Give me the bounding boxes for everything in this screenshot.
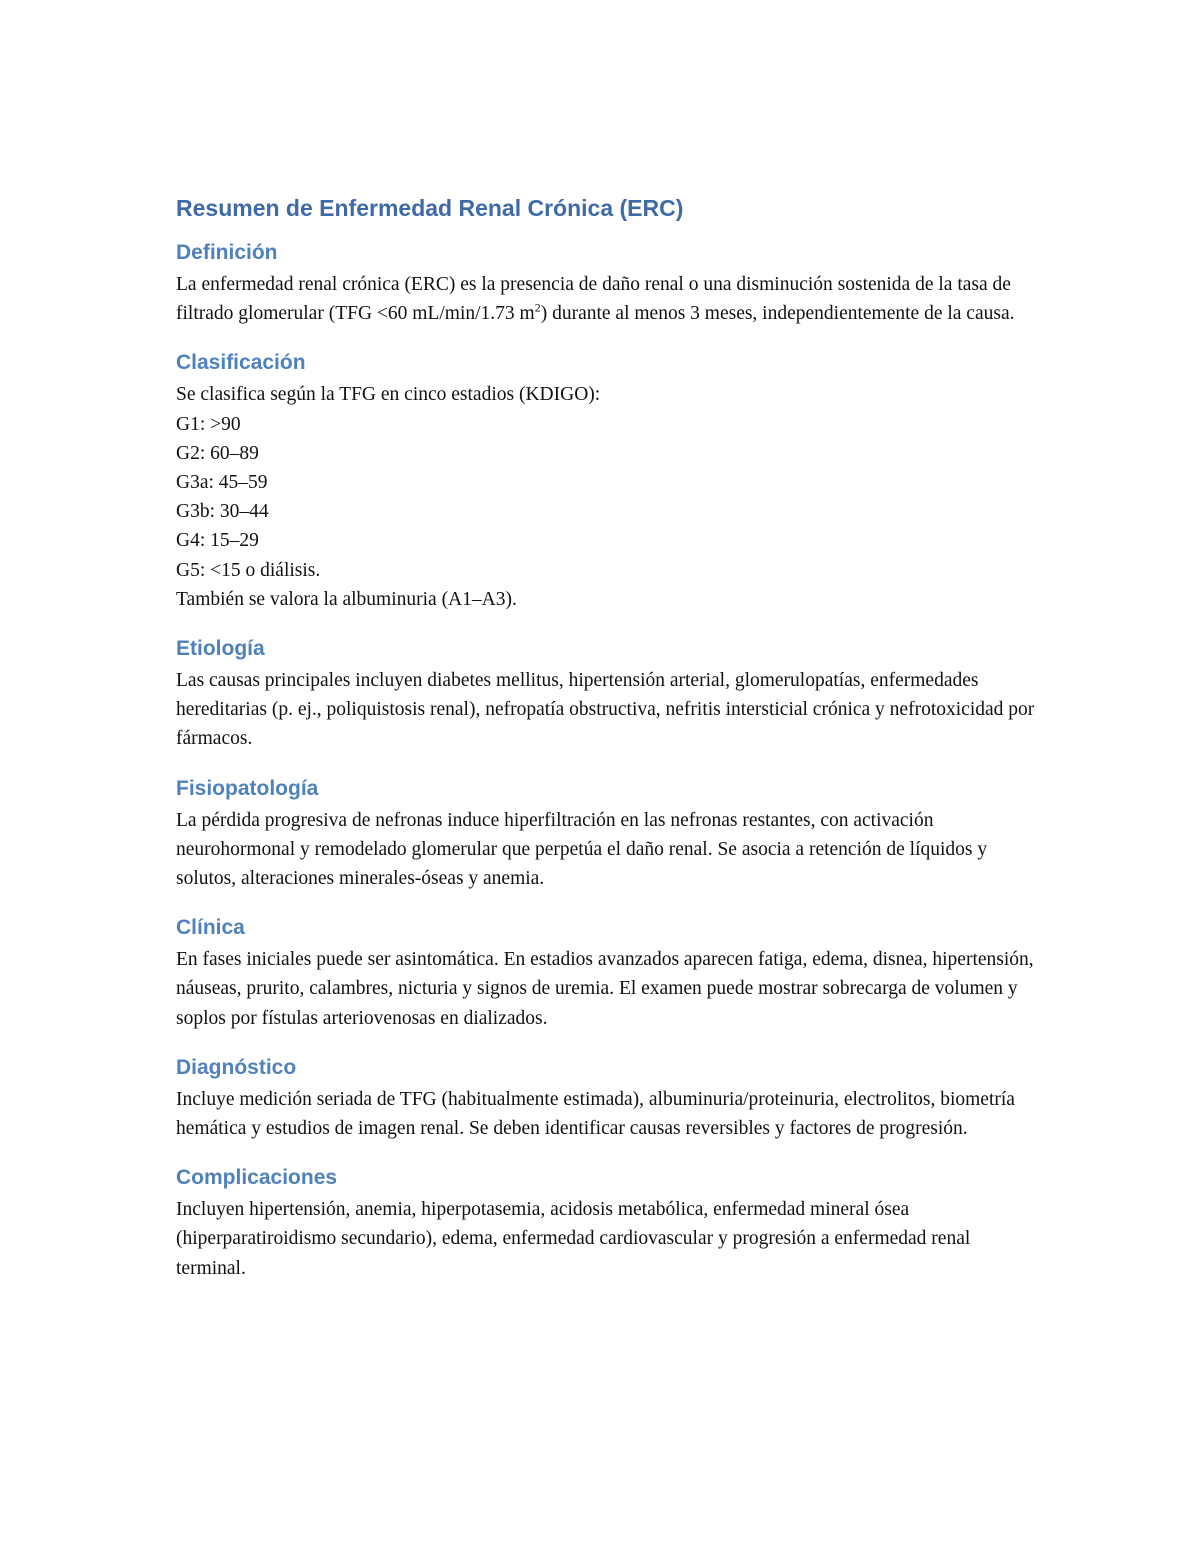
section-clasificacion bbox=[176, 346, 1036, 614]
section-heading: Diagnóstico bbox=[176, 1055, 297, 1079]
section-definicion bbox=[176, 236, 1036, 328]
section-clinica bbox=[176, 911, 1036, 1033]
stage-item: G5: <15 o diálisis. bbox=[176, 559, 321, 581]
paragraph-text: ) durante al menos 3 meses, independientemente de la causa. bbox=[540, 303, 1015, 325]
section-paragraph: En fases iniciales puede ser asintomática. En estadios avanzados aparecen fatiga, edema, disnea, hipertensión, náuseas, prurito, calambres, nicturia y signos de uremia. El examen puede mostrar sobrecarga de volumen y soplos por fístulas arteriovenosas en dializados. bbox=[176, 949, 1034, 1029]
section-heading: Complicaciones bbox=[176, 1166, 338, 1190]
section-heading: Etiología bbox=[176, 637, 265, 661]
superscript: 2 bbox=[534, 300, 541, 315]
document-page bbox=[176, 188, 1036, 1301]
section-heading: Definición bbox=[176, 241, 278, 264]
classification-intro: Se clasifica según la TFG en cinco estadios (KDIGO): bbox=[176, 384, 601, 406]
stage-item: G3b: 30–44 bbox=[176, 501, 269, 523]
section-paragraph bbox=[176, 270, 1036, 328]
section-paragraph bbox=[176, 380, 1036, 614]
section-heading: Clasificación bbox=[176, 351, 306, 375]
section-paragraph: Incluye medición seriada de TFG (habitualmente estimada), albuminuria/proteinuria, electrolitos, biometría hemática y estudios de imagen renal. Se deben identificar causas reversibles y factores de progresión. bbox=[176, 1088, 1015, 1140]
section-complicaciones bbox=[176, 1161, 1036, 1283]
classification-outro: También se valora la albuminuria (A1–A3). bbox=[176, 588, 517, 610]
stage-item: G3a: 45–59 bbox=[176, 472, 268, 494]
stage-item: G2: 60–89 bbox=[176, 442, 259, 464]
stage-item: G4: 15–29 bbox=[176, 530, 259, 552]
section-heading: Fisiopatología bbox=[176, 776, 319, 800]
section-paragraph: Las causas principales incluyen diabetes mellitus, hipertensión arterial, glomerulopatías, enfermedades hereditarias (p. ej., poliquistosis renal), nefropatía obstructiva, nefritis intersticial crónica y nefrotoxicidad por fármacos. bbox=[176, 670, 1035, 750]
section-paragraph: Incluyen hipertensión, anemia, hiperpotasemia, acidosis metabólica, enfermedad mineral ósea (hiperparatiroidismo secundario), edema, enfermedad cardiovascular y progresión a enfermedad renal terminal. bbox=[176, 1199, 971, 1279]
section-etiologia bbox=[176, 632, 1036, 754]
section-fisiopatologia bbox=[176, 772, 1036, 894]
stage-item: G1: >90 bbox=[176, 413, 241, 435]
section-diagnostico bbox=[176, 1051, 1036, 1143]
section-paragraph: La pérdida progresiva de nefronas induce hiperfiltración en las nefronas restantes, con activación neurohormonal y remodelado glomerular que perpetúa el daño renal. Se asocia a retención de líquidos y solutos, alteraciones minerales-óseas y anemia. bbox=[176, 809, 988, 890]
document-title: Resumen de Enfermedad Renal Crónica (ERC) bbox=[176, 195, 684, 221]
paragraph-text: La enfermedad renal crónica (ERC) es la presencia de daño renal o una disminución sostenida de la tasa de filtrado glomerular (TFG <60 mL/min/1.73 m bbox=[176, 274, 1011, 325]
section-heading: Clínica bbox=[176, 916, 245, 940]
